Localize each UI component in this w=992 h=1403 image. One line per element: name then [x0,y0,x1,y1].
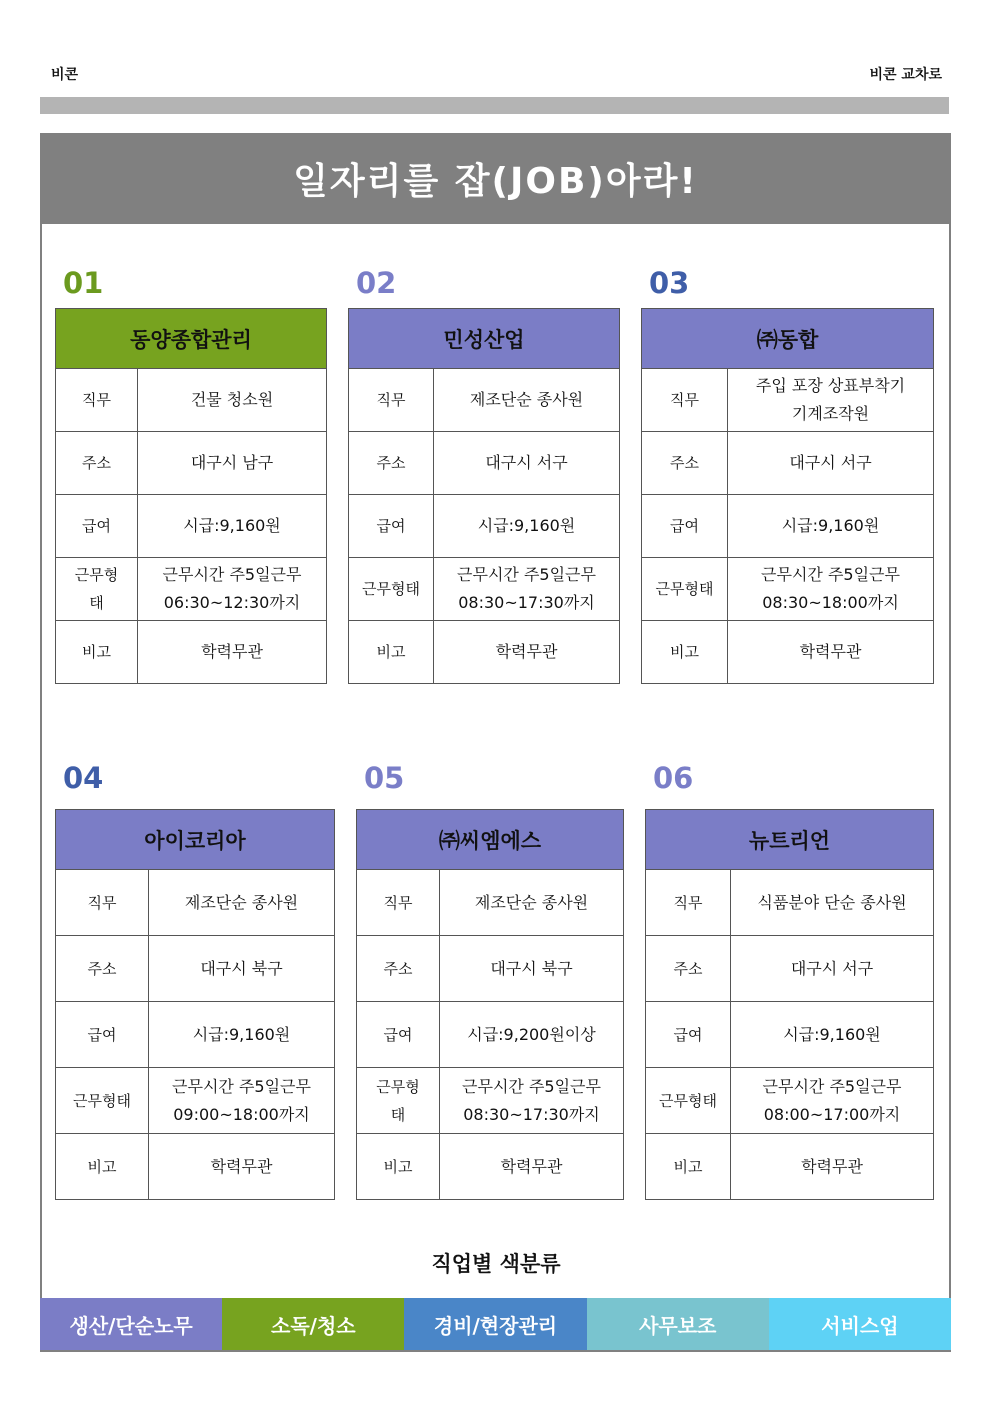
job-row-pay [642,495,934,558]
job-row-note [646,1134,934,1200]
pay-value: 시급:9,160원 [728,495,934,558]
legend-item: 소독/청소 [222,1298,404,1350]
address-value: 대구시 서구 [728,432,934,495]
company-name: ㈜씨엠에스 [357,810,624,870]
job-row-address [642,432,934,495]
note-label: 비고 [56,621,138,684]
job-row-duty [56,870,335,936]
type-value: 근무시간 주5일근무 09:00~18:00까지 [149,1068,335,1134]
address-value: 대구시 서구 [731,936,934,1002]
company-name: ㈜동합 [642,309,934,369]
job-number: 01 [63,266,104,300]
address-label: 주소 [56,936,149,1002]
note-value: 학력무관 [138,621,327,684]
duty-label: 직무 [646,870,731,936]
address-value: 대구시 북구 [149,936,335,1002]
job-row-address [646,936,934,1002]
job-card [645,809,934,1200]
job-number: 02 [356,266,397,300]
job-row-address [349,432,620,495]
legend-item: 사무보조 [587,1298,769,1350]
note-label: 비고 [56,1134,149,1200]
job-row-duty [349,369,620,432]
job-row-duty [642,369,934,432]
address-label: 주소 [646,936,731,1002]
type-value: 근무시간 주5일근무 08:30~17:30까지 [434,558,620,621]
job-row-pay [357,1002,624,1068]
job-row-type [56,558,327,621]
job-row-type [357,1068,624,1134]
legend-item: 서비스업 [769,1298,951,1350]
pay-label: 급여 [646,1002,731,1068]
job-row-note [56,1134,335,1200]
company-name: 동양종합관리 [56,309,327,369]
note-value: 학력무관 [728,621,934,684]
note-label: 비고 [349,621,434,684]
duty-value: 식품분야 단순 종사원 [731,870,934,936]
address-label: 주소 [642,432,728,495]
type-label: 근무형태 [642,558,728,621]
type-value: 근무시간 주5일근무 08:00~17:00까지 [731,1068,934,1134]
pay-label: 급여 [357,1002,440,1068]
pay-value: 시급:9,160원 [731,1002,934,1068]
legend-item: 생산/단순노무 [40,1298,222,1350]
duty-value: 제조단순 종사원 [149,870,335,936]
type-label: 근무형 태 [56,558,138,621]
type-label: 근무형태 [349,558,434,621]
job-row-address [56,432,327,495]
note-label: 비고 [646,1134,731,1200]
job-card [55,809,335,1200]
job-card [641,308,934,684]
pay-label: 급여 [642,495,728,558]
note-label: 비고 [357,1134,440,1200]
job-row-type [56,1068,335,1134]
job-row-address [357,936,624,1002]
type-label: 근무형태 [56,1068,149,1134]
page-title: 일자리를 잡(JOB)아라! [293,161,698,202]
job-number: 03 [649,266,690,300]
job-row-type [646,1068,934,1134]
job-number: 04 [63,761,104,795]
address-label: 주소 [56,432,138,495]
pay-label: 급여 [56,1002,149,1068]
pay-value: 시급:9,160원 [149,1002,335,1068]
duty-label: 직무 [642,369,728,432]
pay-value: 시급:9,200원이상 [440,1002,624,1068]
job-row-pay [349,495,620,558]
company-name: 민성산업 [349,309,620,369]
legend-item: 경비/현장관리 [404,1298,586,1350]
pay-label: 급여 [349,495,434,558]
duty-value: 제조단순 종사원 [434,369,620,432]
job-row-pay [56,495,327,558]
color-legend [40,1298,951,1350]
job-row-note [642,621,934,684]
job-card [55,308,327,684]
duty-label: 직무 [357,870,440,936]
title-band [40,133,951,224]
pay-value: 시급:9,160원 [434,495,620,558]
job-row-duty [357,870,624,936]
duty-value: 건물 청소원 [138,369,327,432]
duty-label: 직무 [56,369,138,432]
job-row-note [349,621,620,684]
job-card [356,809,624,1200]
note-value: 학력무관 [434,621,620,684]
note-value: 학력무관 [149,1134,335,1200]
legend-title: 직업별 색분류 [431,1252,561,1276]
duty-label: 직무 [56,870,149,936]
pay-value: 시급:9,160원 [138,495,327,558]
note-label: 비고 [642,621,728,684]
job-row-duty [646,870,934,936]
note-value: 학력무관 [440,1134,624,1200]
job-row-duty [56,369,327,432]
note-value: 학력무관 [731,1134,934,1200]
company-name: 아이코리아 [56,810,335,870]
address-label: 주소 [357,936,440,1002]
type-value: 근무시간 주5일근무 08:30~17:30까지 [440,1068,624,1134]
job-card [348,308,620,684]
duty-value: 제조단순 종사원 [440,870,624,936]
job-row-type [349,558,620,621]
address-label: 주소 [349,432,434,495]
type-label: 근무형태 [646,1068,731,1134]
type-label: 근무형 태 [357,1068,440,1134]
address-value: 대구시 남구 [138,432,327,495]
address-value: 대구시 북구 [440,936,624,1002]
job-number: 05 [364,761,405,795]
duty-label: 직무 [349,369,434,432]
header-right: 비콘 교차로 [869,67,942,83]
job-row-note [56,621,327,684]
job-row-pay [56,1002,335,1068]
job-row-note [357,1134,624,1200]
pay-label: 급여 [56,495,138,558]
job-number: 06 [653,761,694,795]
header-left: 비콘 [51,67,79,83]
header-bar [40,97,949,114]
address-value: 대구시 서구 [434,432,620,495]
job-row-address [56,936,335,1002]
type-value: 근무시간 주5일근무 06:30~12:30까지 [138,558,327,621]
company-name: 뉴트리언 [646,810,934,870]
job-row-type [642,558,934,621]
type-value: 근무시간 주5일근무 08:30~18:00까지 [728,558,934,621]
duty-value: 주입 포장 상표부착기 기계조작원 [728,369,934,432]
job-row-pay [646,1002,934,1068]
